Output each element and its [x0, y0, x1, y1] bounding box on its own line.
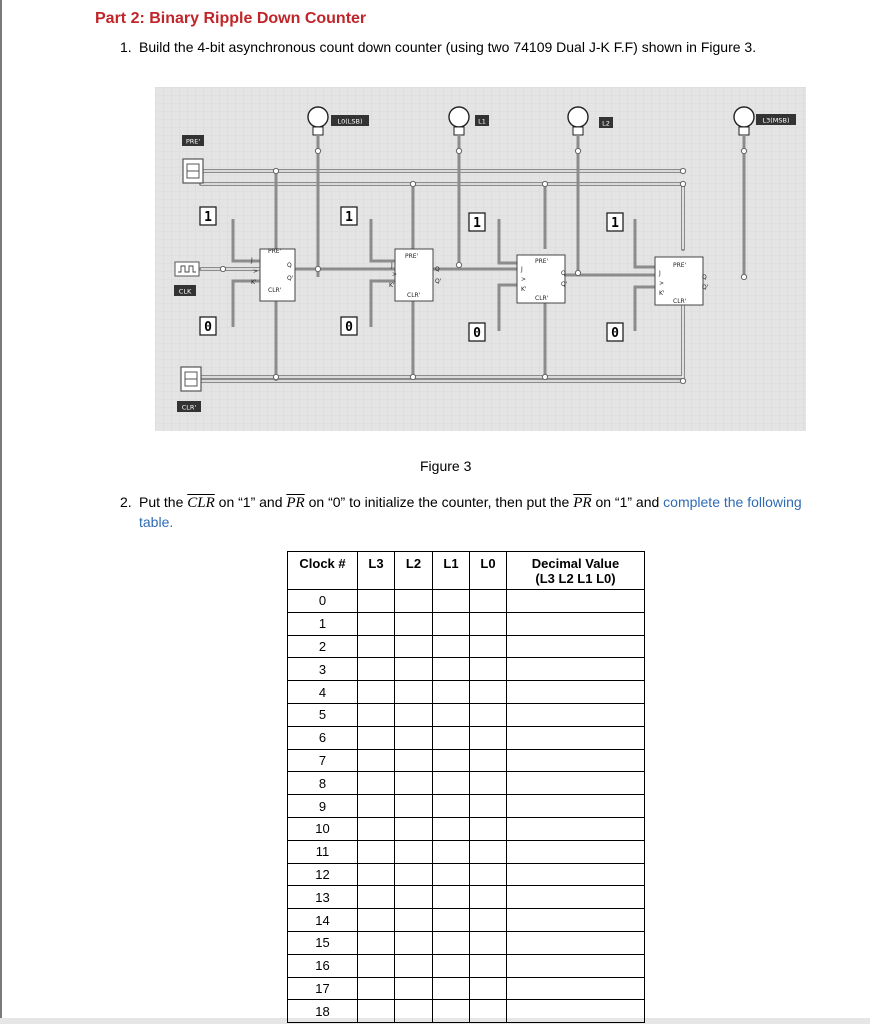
decimal-value-cell[interactable]	[507, 635, 645, 658]
svg-text:Q: Q	[287, 262, 292, 269]
pre-label: PRE'	[185, 137, 201, 146]
l1-cell[interactable]	[433, 886, 470, 909]
svg-text:0: 0	[473, 326, 481, 341]
clock-number-cell: 18	[288, 1000, 358, 1023]
decimal-value-cell[interactable]	[507, 931, 645, 954]
svg-text:0: 0	[204, 320, 212, 335]
flip-flop-2	[517, 255, 568, 303]
clock-number-cell: 16	[288, 954, 358, 977]
clock-number-cell: 4	[288, 681, 358, 704]
l0-cell[interactable]	[470, 726, 507, 749]
decimal-value-cell[interactable]	[507, 772, 645, 795]
decimal-value-cell[interactable]	[507, 863, 645, 886]
clr-label: CLR'	[181, 403, 197, 412]
l0-cell[interactable]	[470, 840, 507, 863]
l2-cell[interactable]	[395, 795, 433, 818]
table-row	[288, 703, 645, 726]
l0-cell[interactable]	[470, 863, 507, 886]
l3-cell[interactable]	[358, 1000, 395, 1023]
svg-text:Q: Q	[561, 270, 566, 277]
l0-cell[interactable]	[470, 749, 507, 772]
pr-overline-symbol-2: $\overline{PR}$	[573, 495, 592, 511]
l2-cell[interactable]	[395, 749, 433, 772]
l0-cell[interactable]	[470, 658, 507, 681]
svg-text:Q: Q	[435, 266, 440, 273]
table-row	[288, 840, 645, 863]
l2-cell[interactable]	[395, 703, 433, 726]
pr-overline-symbol: $\overline{PR}$	[286, 495, 305, 511]
pre-switch	[183, 159, 203, 183]
high-input-4	[607, 213, 623, 231]
instruction-2-part4: on “1” and	[591, 494, 664, 510]
svg-text:1: 1	[611, 216, 619, 231]
clock-number-cell: 0	[288, 590, 358, 613]
svg-text:Q': Q'	[702, 284, 709, 291]
l0-cell[interactable]	[470, 772, 507, 795]
l0-cell[interactable]	[470, 612, 507, 635]
l1-cell[interactable]	[433, 772, 470, 795]
svg-text:Q: Q	[702, 274, 707, 281]
l0-cell[interactable]	[470, 909, 507, 932]
clr-switch	[181, 367, 201, 391]
svg-text:CLR': CLR'	[407, 292, 421, 299]
clock-number-cell: 2	[288, 635, 358, 658]
instruction-2-text	[139, 493, 804, 532]
decimal-value-cell[interactable]	[507, 1000, 645, 1023]
svg-text:PRE': PRE'	[268, 248, 282, 255]
l2-cell[interactable]	[395, 909, 433, 932]
l1-cell[interactable]	[433, 909, 470, 932]
svg-text:1: 1	[345, 210, 353, 225]
table-row	[288, 681, 645, 704]
svg-text:0: 0	[611, 326, 619, 341]
l0-cell[interactable]	[470, 795, 507, 818]
svg-text:K': K'	[659, 290, 665, 297]
clr-label-box	[177, 401, 201, 412]
l3-cell[interactable]	[358, 772, 395, 795]
l1-cell[interactable]	[433, 863, 470, 886]
l3-cell[interactable]	[358, 635, 395, 658]
l0-cell[interactable]	[470, 703, 507, 726]
clock-number-cell: 14	[288, 909, 358, 932]
table-row	[288, 658, 645, 681]
counter-circuit-diagram	[155, 87, 806, 431]
clock-number-cell: 3	[288, 658, 358, 681]
l0-cell[interactable]	[470, 1000, 507, 1023]
table-header-row	[288, 552, 645, 590]
svg-text:>: >	[253, 268, 259, 275]
bulb-l2-label: L2	[602, 119, 610, 128]
l3-cell[interactable]	[358, 726, 395, 749]
decimal-value-cell[interactable]	[507, 612, 645, 635]
svg-text:J: J	[391, 262, 393, 269]
l3-cell[interactable]	[358, 681, 395, 704]
header-l2: L2	[395, 552, 433, 590]
l1-cell[interactable]	[433, 703, 470, 726]
header-l3: L3	[358, 552, 395, 590]
svg-text:K': K'	[251, 279, 257, 286]
l2-cell[interactable]	[395, 635, 433, 658]
l1-cell[interactable]	[433, 977, 470, 1000]
decimal-value-cell[interactable]	[507, 909, 645, 932]
pre-label-box	[182, 135, 204, 146]
svg-text:CLR': CLR'	[268, 287, 282, 294]
l0-cell[interactable]	[470, 681, 507, 704]
l2-cell[interactable]	[395, 681, 433, 704]
l2-cell[interactable]	[395, 817, 433, 840]
decimal-value-cell[interactable]	[507, 749, 645, 772]
l1-cell[interactable]	[433, 726, 470, 749]
low-input-3	[469, 323, 485, 341]
l3-cell[interactable]	[358, 612, 395, 635]
decimal-value-cell[interactable]	[507, 590, 645, 613]
l3-cell[interactable]	[358, 931, 395, 954]
clock-number-cell: 6	[288, 726, 358, 749]
l1-cell[interactable]	[433, 612, 470, 635]
table-row	[288, 726, 645, 749]
l1-cell[interactable]	[433, 931, 470, 954]
clock-number-cell: 15	[288, 931, 358, 954]
high-input-2	[341, 207, 357, 225]
table-row	[288, 954, 645, 977]
clock-source	[175, 262, 199, 276]
l2-cell[interactable]	[395, 954, 433, 977]
l3-cell[interactable]	[358, 749, 395, 772]
high-input-1	[200, 207, 216, 225]
l2-cell[interactable]	[395, 931, 433, 954]
clk-label-box	[174, 285, 196, 296]
table-row	[288, 977, 645, 1000]
l2-cell[interactable]	[395, 863, 433, 886]
l3-cell[interactable]	[358, 658, 395, 681]
decimal-value-cell[interactable]	[507, 658, 645, 681]
l1-cell[interactable]	[433, 681, 470, 704]
header-l1: L1	[433, 552, 470, 590]
section-heading: Part 2: Binary Ripple Down Counter	[95, 10, 367, 27]
l3-cell[interactable]	[358, 886, 395, 909]
table-row	[288, 590, 645, 613]
l1-cell[interactable]	[433, 590, 470, 613]
l1-cell[interactable]	[433, 795, 470, 818]
low-input-2	[341, 317, 357, 335]
table-row	[288, 795, 645, 818]
l1-cell[interactable]	[433, 954, 470, 977]
table-row	[288, 886, 645, 909]
svg-text:Q': Q'	[435, 278, 442, 285]
clock-number-cell: 5	[288, 703, 358, 726]
bulb-l3-label: L3(MSB)	[762, 116, 790, 125]
l2-cell[interactable]	[395, 1000, 433, 1023]
l0-cell[interactable]	[470, 590, 507, 613]
clock-number-cell: 12	[288, 863, 358, 886]
table-row	[288, 772, 645, 795]
decimal-value-cell[interactable]	[507, 795, 645, 818]
instruction-1-number: 1.	[120, 39, 132, 55]
low-input-4	[607, 323, 623, 341]
svg-text:1: 1	[473, 216, 481, 231]
clock-number-cell: 1	[288, 612, 358, 635]
flip-flop-3	[655, 257, 709, 305]
l2-cell[interactable]	[395, 658, 433, 681]
l1-cell[interactable]	[433, 840, 470, 863]
l3-cell[interactable]	[358, 703, 395, 726]
l3-cell[interactable]	[358, 977, 395, 1000]
l0-cell[interactable]	[470, 931, 507, 954]
l3-cell[interactable]	[358, 840, 395, 863]
table-row	[288, 817, 645, 840]
bulb-l0-label: L0(LSB)	[337, 117, 363, 126]
high-input-3	[469, 213, 485, 231]
l3-cell[interactable]	[358, 795, 395, 818]
clock-number-cell: 17	[288, 977, 358, 1000]
svg-text:>: >	[392, 271, 398, 278]
table-row	[288, 863, 645, 886]
svg-text:PRE': PRE'	[673, 262, 687, 269]
instruction-2-number: 2.	[120, 494, 132, 510]
l3-cell[interactable]	[358, 590, 395, 613]
l0-cell[interactable]	[470, 886, 507, 909]
l1-cell[interactable]	[433, 1000, 470, 1023]
count-table	[287, 551, 645, 1023]
table-row	[288, 909, 645, 932]
table-row	[288, 749, 645, 772]
svg-text:J: J	[659, 270, 661, 277]
clock-number-cell: 8	[288, 772, 358, 795]
decimal-value-cell[interactable]	[507, 817, 645, 840]
svg-text:CLR': CLR'	[535, 295, 549, 302]
l0-cell[interactable]	[470, 977, 507, 1000]
decimal-value-cell[interactable]	[507, 840, 645, 863]
clr-overline-symbol: $\overline{CLR}$	[187, 495, 215, 511]
l0-cell[interactable]	[470, 954, 507, 977]
decimal-value-cell[interactable]	[507, 977, 645, 1000]
decimal-value-cell[interactable]	[507, 703, 645, 726]
svg-text:K': K'	[521, 286, 527, 293]
clk-label: CLK	[178, 287, 192, 296]
l2-cell[interactable]	[395, 726, 433, 749]
table-row	[288, 1000, 645, 1023]
instruction-2-part3: on “0” to initialize the counter, then put the	[304, 494, 574, 510]
table-row	[288, 612, 645, 635]
svg-text:J: J	[521, 266, 523, 273]
l3-cell[interactable]	[358, 863, 395, 886]
instruction-2-part1: Put the	[139, 494, 188, 510]
page-left-border	[0, 0, 2, 1024]
bulb-l1-label: L1	[478, 117, 486, 126]
svg-text:K': K'	[389, 282, 395, 289]
l3-cell[interactable]	[358, 817, 395, 840]
instruction-2-part2: on “1” and	[214, 494, 287, 510]
decimal-value-cell[interactable]	[507, 954, 645, 977]
clock-number-cell: 7	[288, 749, 358, 772]
svg-text:1: 1	[204, 210, 212, 225]
decimal-value-cell[interactable]	[507, 726, 645, 749]
header-decimal: Decimal Value (L3 L2 L1 L0)	[507, 552, 645, 590]
l1-cell[interactable]	[433, 749, 470, 772]
l2-cell[interactable]	[395, 612, 433, 635]
svg-text:PRE': PRE'	[405, 253, 419, 260]
svg-text:>: >	[521, 276, 527, 283]
instruction-1-text: Build the 4-bit asynchronous count down counter (using two 74109 Dual J-K F.F) shown in Figure 3.	[139, 39, 757, 55]
l3-cell[interactable]	[358, 954, 395, 977]
svg-text:Q': Q'	[561, 281, 568, 288]
svg-text:Q': Q'	[287, 275, 294, 282]
l2-cell[interactable]	[395, 977, 433, 1000]
l2-cell[interactable]	[395, 840, 433, 863]
svg-text:0: 0	[345, 320, 353, 335]
table-row	[288, 635, 645, 658]
clock-number-cell: 10	[288, 817, 358, 840]
clock-number-cell: 11	[288, 840, 358, 863]
l0-cell[interactable]	[470, 635, 507, 658]
low-input-1	[200, 317, 216, 335]
header-l0: L0	[470, 552, 507, 590]
header-clock: Clock #	[288, 552, 358, 590]
figure-caption: Figure 3	[420, 458, 472, 474]
svg-text:>: >	[659, 280, 665, 287]
table-row	[288, 931, 645, 954]
l2-cell[interactable]	[395, 590, 433, 613]
l1-cell[interactable]	[433, 658, 470, 681]
decimal-value-cell[interactable]	[507, 681, 645, 704]
l2-cell[interactable]	[395, 886, 433, 909]
complete-table-link[interactable]: complete the following table.	[139, 494, 802, 530]
clock-number-cell: 9	[288, 795, 358, 818]
l1-cell[interactable]	[433, 635, 470, 658]
l2-cell[interactable]	[395, 772, 433, 795]
l3-cell[interactable]	[358, 909, 395, 932]
clock-number-cell: 13	[288, 886, 358, 909]
svg-text:J: J	[251, 257, 253, 264]
table-body	[288, 590, 645, 1023]
svg-text:CLR': CLR'	[673, 298, 687, 305]
svg-text:PRE': PRE'	[535, 258, 549, 265]
decimal-value-cell[interactable]	[507, 886, 645, 909]
l1-cell[interactable]	[433, 817, 470, 840]
l0-cell[interactable]	[470, 817, 507, 840]
